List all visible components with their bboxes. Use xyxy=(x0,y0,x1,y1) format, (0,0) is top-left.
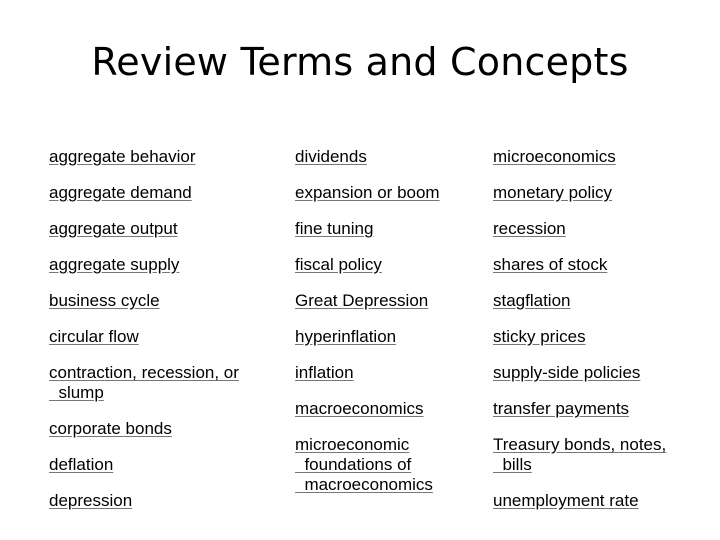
term-link[interactable]: aggregate supply xyxy=(49,255,180,274)
terms-column-3 xyxy=(493,147,693,527)
term-link[interactable]: corporate bonds xyxy=(49,419,172,438)
term-link[interactable]: stagflation xyxy=(493,291,571,310)
term-link[interactable]: macroeconomics xyxy=(295,399,424,418)
terms-column-1 xyxy=(49,147,269,527)
term-link[interactable]: monetary policy xyxy=(493,183,613,202)
term-link[interactable]: circular flow xyxy=(49,327,139,346)
term-link[interactable]: transfer payments xyxy=(493,399,630,418)
term-link[interactable]: fiscal policy xyxy=(295,255,382,274)
terms-column-2 xyxy=(295,147,475,511)
term-link[interactable]: aggregate demand xyxy=(49,183,192,202)
term-link[interactable]: expansion or boom xyxy=(295,183,440,202)
term-link[interactable]: Treasury bonds, notes, bills xyxy=(493,435,667,474)
term-link[interactable]: unemployment rate xyxy=(493,491,639,510)
term-link[interactable]: deflation xyxy=(49,455,114,474)
term-link[interactable]: depression xyxy=(49,491,133,510)
term-link[interactable]: aggregate output xyxy=(49,219,178,238)
term-link[interactable]: Great Depression xyxy=(295,291,429,310)
term-link[interactable]: shares of stock xyxy=(493,255,608,274)
term-link[interactable]: microeconomic foundations of macroeconomics xyxy=(295,435,433,494)
term-link[interactable]: microeconomics xyxy=(493,147,616,166)
term-link[interactable]: sticky prices xyxy=(493,327,586,346)
term-link[interactable]: business cycle xyxy=(49,291,160,310)
term-link[interactable]: hyperinflation xyxy=(295,327,397,346)
term-link[interactable]: contraction, recession, or slump xyxy=(49,363,239,402)
term-link[interactable]: fine tuning xyxy=(295,219,374,238)
term-link[interactable]: supply-side policies xyxy=(493,363,641,382)
slide-title: Review Terms and Concepts xyxy=(91,40,629,84)
term-link[interactable]: recession xyxy=(493,219,566,238)
term-link[interactable]: aggregate behavior xyxy=(49,147,196,166)
term-link[interactable]: dividends xyxy=(295,147,367,166)
term-link[interactable]: inflation xyxy=(295,363,354,382)
